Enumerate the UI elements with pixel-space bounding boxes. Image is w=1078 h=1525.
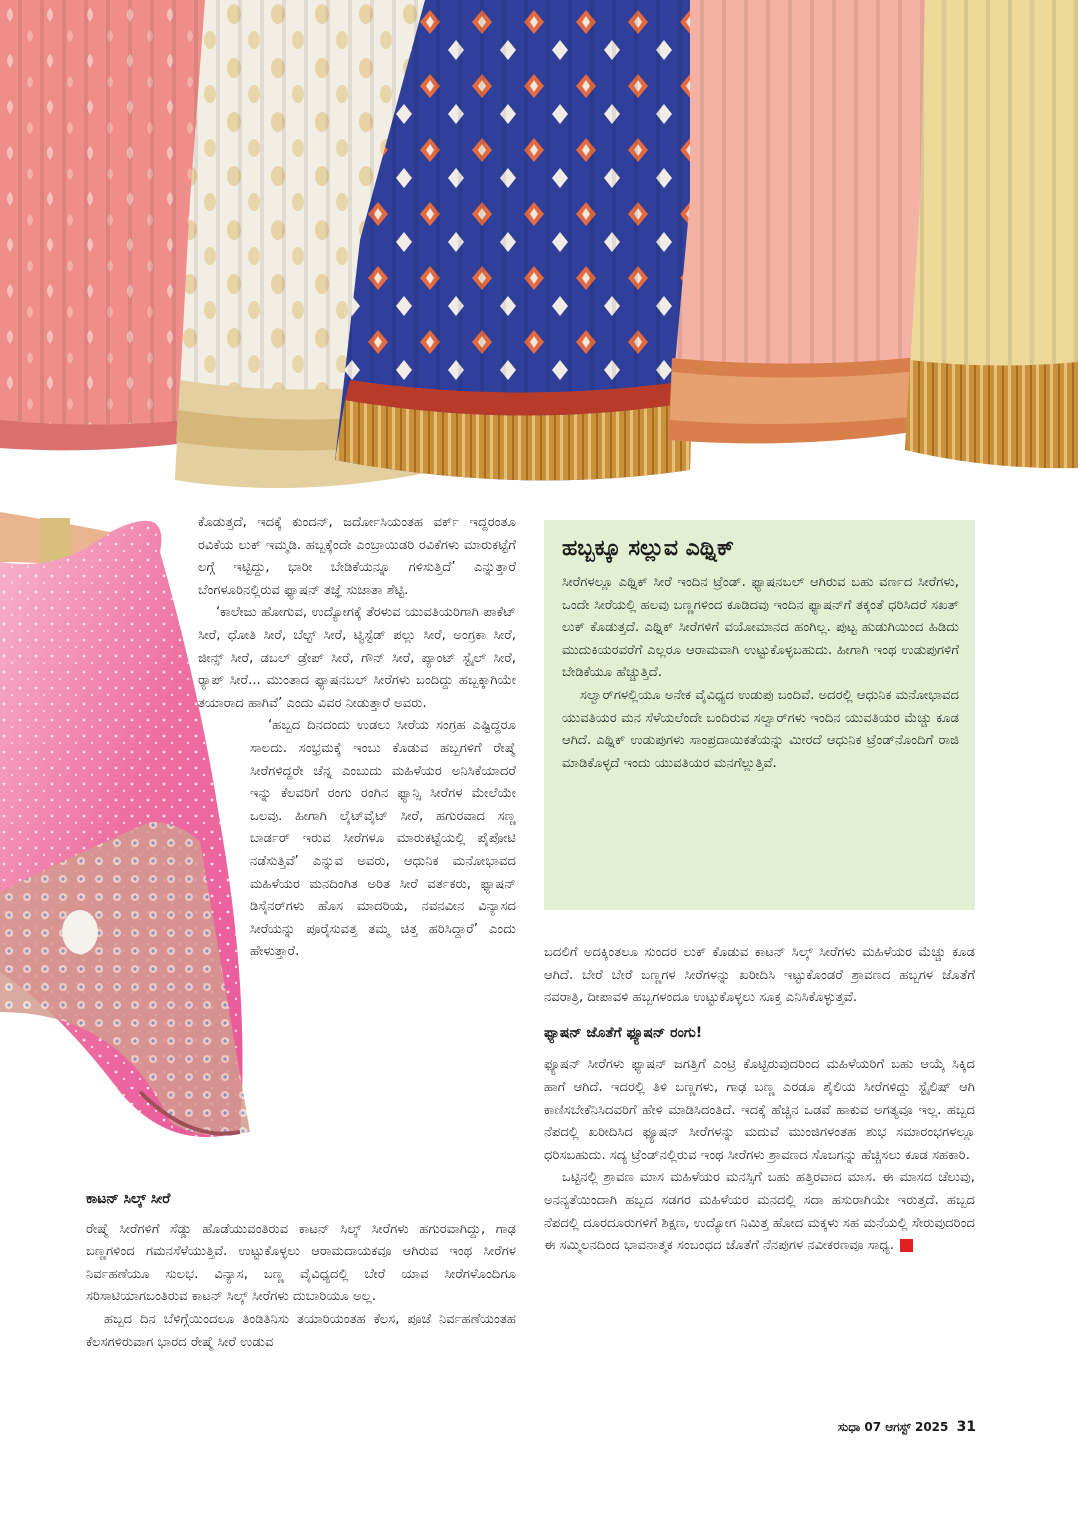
body-paragraph — [544, 1167, 975, 1257]
body-paragraph: ‘ಕಾಲೇಜು ಹೋಗುವ, ಉದ್ಯೋಗಕ್ಕೆ ತೆರಳುವ ಯುವತಿಯರಿಗಾಗಿ ಪಾಕೆಟ್ ಸೀರೆ, ಧೋತಿ ಸೀರೆ, ಬೆಲ್ಟ್ ಸೀರೆ, ಟ್ವಿಸ್ಟೆಡ್ ಪಲ್ಲು ಸೀರೆ, ಅಂಗ್ರಕಾ ಸೀರೆ, ಜೀನ್ಸ್ ಸೀರೆ, ಡಬಲ್ ಡ್ರೇಪ್ ಸೀರೆ, ಗೌನ್ ಸೀರೆ, ಪ್ಯಾಂಟ್ ಸ್ಟೈಲ್ ಸೀರೆ, ರ್‍ಯಾಪ್ ಸೀರೆ... ಮುಂತಾದ ಫ್ಯಾಷನಬಲ್ ಸೀರೆಗಳು ಬಂದಿದ್ದು ಹಬ್ಬಕ್ಕಾಗಿಯೇ ತಯಾರಾದ ಹಾಗಿವೆ’ ಎಂದು ವಿವರ ನೀಡುತ್ತಾರೆ ಅವರು. — [198, 605, 516, 711]
issue-date: 07 ಆಗಸ್ಟ್ 2025 — [864, 1420, 949, 1434]
body-paragraph: ಬದಲಿಗೆ ಅದಕ್ಕಿಂತಲೂ ಸುಂದರ ಲುಕ್ ಕೊಡುವ ಕಾಟನ್ ಸಿಲ್ಕ್ ಸೀರೆಗಳು ಮಹಿಳೆಯರ ಮೆಚ್ಚು ಕೂಡ ಆಗಿದೆ. ಬೇರೆ ಬೇರೆ ಬಣ್ಣಗಳ ಸೀರೆಗಳನ್ನು ಖರೀದಿಸಿ ಇಟ್ಟುಕೊಂಡರೆ ಶ್ರಾವಣದ ಹಬ್ಬಗಳ ಜೊತೆಗೆ ನವರಾತ್ರಿ, ದೀಪಾವಳಿ ಹಬ್ಬಗಳಂದೂ ಉಟ್ಟುಕೊಳ್ಳಲು ಸೂಕ್ತ ಎನಿಸಿಕೊಳ್ಳುತ್ತವೆ. — [544, 945, 975, 1006]
sidebar-paragraph: ಸಲ್ವಾರ್‌ಗಳಲ್ಲಿಯೂ ಅನೇಕ ವೈವಿಧ್ಯದ ಉಡುಪು ಬಂದಿವೆ. ಅದರಲ್ಲಿ ಆಧುನಿಕ ಮನೋಭಾವದ ಯುವತಿಯರ ಮನ ಸೆಳೆಯಲೆಂದೇ ಬಂದಿರುವ ಸಲ್ವಾರ್‌ಗಳು ಇಂದಿನ ಯುವತಿಯರ ಮೆಚ್ಚು ಕೂಡ ಆಗಿದೆ. ಎಥ್ನಿಕ್ ಉಡುಪುಗಳು ಸಾಂಪ್ರದಾಯಿಕತೆಯನ್ನು ಮೀರದೆ ಆಧುನಿಕ ಟ್ರೆಂಡ್‌ನೊಂದಿಗೆ ರಾಜಿ ಮಾಡಿಕೊಳ್ಳದೆ ಇಂದು ಯುವತಿಯರ ಮನಗೆಲ್ಲುತ್ತಿವೆ. — [562, 687, 959, 771]
body-paragraph: ಹಬ್ಬದ ದಿನ ಬೆಳಿಗ್ಗೆಯಿಂದಲೂ ತಿಂಡಿತಿನಿಸು ತಯಾರಿಯಂತಹ ಕೆಲಸ, ಪೂಜೆ ನಿರ್ವಹಣೆಯಂತಹ ಕೆಲಸಗಳಿರುವಾಗ ಭಾರದ ರೇಷ್ಮೆ ಸೀರೆ ಉಡುವ — [86, 1311, 516, 1350]
article-column-right — [544, 942, 975, 1258]
article-column-left-top — [198, 512, 516, 964]
section-heading: ಫ್ಯಾಷನ್ ಜೊತೆಗೆ ಫ್ಯೂಷನ್ ರಂಗು! — [544, 1024, 703, 1041]
body-paragraph: ಫ್ಯೂಷನ್ ಸೀರೆಗಳು ಫ್ಯಾಷನ್ ಜಗತ್ತಿಗೆ ಎಂಟ್ರಿ ಕೊಟ್ಟಿರುವುದರಿಂದ ಮಹಿಳೆಯರಿಗೆ ಬಹು ಆಯ್ಕೆ ಸಿಕ್ಕಿದ ಹಾಗೆ ಆಗಿದೆ. ಇದರಲ್ಲಿ ತಿಳಿ ಬಣ್ಣಗಳು, ಗಾಢ ಬಣ್ಣ ಎರಡೂ ಶೈಲಿಯ ಸೀರೆಗಳಿದ್ದು ಸ್ಟೈಲಿಷ್ ಆಗಿ ಕಾಣಿಸಬೇಕೆನಿಸಿದವರಿಗೆ ಹೇಳಿ ಮಾಡಿಸಿದಂತಿದೆ. ಇದಕ್ಕೆ ಹೆಚ್ಚಿನ ಒಡವೆ ಹಾಕುವ ಅಗತ್ಯವೂ ಇಲ್ಲ. ಹಬ್ಬದ ನೆಪದಲ್ಲಿ ಖರೀದಿಸಿದ ಫ್ಯೂಷನ್ ಸೀರೆಗಳನ್ನು ಮದುವೆ ಮುಂಜಿಗಳಂತಹ ಶುಭ ಸಮಾರಂಭಗಳಲ್ಲೂ ಧರಿಸಬಹುದು. ಸದ್ಯ ಟ್ರೆಂಡ್‌ನಲ್ಲಿರುವ ಇಂಥ ಸೀರೆಗಳು ಶ್ರಾವಣದ ಸೊಬಗನ್ನು ಹೆಚ್ಚಿಸಲು ಕೂಡ ಸಹಕಾರಿ. — [544, 1057, 975, 1163]
article-column-left-bottom — [86, 1188, 516, 1354]
body-paragraph: ‘ಹಬ್ಬದ ದಿನದಂದು ಉಡಲು ಸೀರೆಯ ಸಂಗ್ರಹ ಎಷ್ಟಿದ್ದರೂ ಸಾಲದು. ಸಂಭ್ರಮಕ್ಕೆ ಇಂಬು ಕೊಡುವ ಹಬ್ಬಗಳಿಗೆ ರೇಷ್ಮೆ ಸೀರೆಗಳಿದ್ದರೇ ಚೆನ್ನ ಎಂಬುದು ಮಹಿಳೆಯರ ಅನಿಸಿಕೆಯಾದರೆ ಇನ್ನು ಕೆಲವರಿಗೆ ರಂಗು ರಂಗಿನ ಫ್ಯಾನ್ಸಿ ಸೀರೆಗಳ ಮೇಲೆಯೇ ಒಲವು. ಹೀಗಾಗಿ ಲೈಟ್‌ವೈಟ್ ಸೀರೆ, ಹಗುರವಾದ ಸಣ್ಣ ಬಾರ್ಡರ್ ಇರುವ ಸೀರೆಗಳೂ ಮಾರುಕಟ್ಟೆಯಲ್ಲಿ ಪೈಪೋಟಿ ನಡೆಸುತ್ತಿವೆ’ ಎನ್ನುವ ಅವರು, ಆಧುನಿಕ ಮನೋಭಾವದ ಮಹಿಳೆಯರ ಮನದಿಂಗಿತ ಅರಿತ ಸೀರೆ ವರ್ತಕರು, ಫ್ಯಾಷನ್ ಡಿಸೈನರ್‌ಗಳು ಹೊಸ ಮಾದರಿಯ, ನವನವೀನ ವಿನ್ಯಾಸದ ಸೀರೆಯನ್ನು ಪೂರೈಸುವತ್ತ ತಮ್ಮ ಚಿತ್ತ ಹರಿಸಿದ್ದಾರೆ’ ಎಂದು ಹೇಳುತ್ತಾರೆ. — [250, 718, 516, 960]
body-paragraph: ಕೊಡುತ್ತದೆ, ಇದಕ್ಕೆ ಕುಂದನ್, ಜರ್ದೋಸಿಯಂತಹ ವರ್ಕ್ ಇದ್ದರಂತೂ ರವಿಕೆಯ ಲುಕ್ ಇಮ್ಮಡಿ. ಹಬ್ಬಕ್ಕೆಂದೇ ಎಂಬ್ರಾಯಿಡರಿ ರವಿಕೆಗಳು ಮಾರುಕಟ್ಟೆಗೆ ಲಗ್ಗೆ ಇಟ್ಟಿದ್ದು, ಭಾರೀ ಬೇಡಿಕೆಯನ್ನೂ ಗಳಿಸುತ್ತಿದೆ’ ಎನ್ನುತ್ತಾರೆ ಬೆಂಗಳೂರಿನಲ್ಲಿರುವ ಫ್ಯಾಷನ್ ತಜ್ಞೆ ಸುಜಾತಾ ಶೆಟ್ಟಿ. — [198, 515, 516, 598]
ethnic-sidebar-box — [544, 520, 975, 910]
page-number: 31 — [956, 1419, 977, 1435]
magazine-name: ಸುಧಾ — [838, 1420, 861, 1434]
sidebar-paragraph: ಸೀರೆಗಳಲ್ಲೂ ಎಥ್ನಿಕ್ ಸೀರೆ ಇಂದಿನ ಟ್ರೆಂಡ್. ಫ್ಯಾಷನಬಲ್ ಆಗಿರುವ ಬಹು ವರ್ಣದ ಸೀರೆಗಳು, ಒಂದೇ ಸೀರೆಯಲ್ಲಿ ಹಲವು ಬಣ್ಣಗಳಿಂದ ಕೂಡಿದವು ಇಂದಿನ ಫ್ಯಾಷನ್‌ಗೆ ತಕ್ಕಂತೆ ಧರಿಸಿದರೆ ಸಖತ್ ಲುಕ್ ಕೊಡುತ್ತದೆ. ಎಥ್ನಿಕ್ ಸೀರೆಗಳಿಗೆ ವಯೋಮಾನದ ಹಂಗಿಲ್ಲ. ಪುಟ್ಟ ಹುಡುಗಿಯಿಂದ ಹಿಡಿದು ಮುದುಕಿಯರವರೆಗೆ ಎಲ್ಲರೂ ಆರಾಮವಾಗಿ ಉಟ್ಟುಕೊಳ್ಳಬಹುದು. ಹೀಗಾಗಿ ಇಂಥ ಉಡುಪುಗಳಿಗೆ ಬೇಡಿಕೆಯೂ ಹೆಚ್ಚುತ್ತಿದೆ. — [562, 575, 959, 681]
section-heading: ಕಾಟನ್ ಸಿಲ್ಕ್ ಸೀರೆ — [86, 1191, 171, 1207]
end-of-article-mark — [900, 1239, 913, 1252]
sarees-photo — [0, 0, 1078, 500]
page-footer — [838, 1419, 976, 1435]
body-paragraph-text: ಒಟ್ಟಿನಲ್ಲಿ ಶ್ರಾವಣ ಮಾಸ ಮಹಿಳೆಯರ ಮನಸ್ಸಿಗೆ ಬಹು ಹತ್ತಿರವಾದ ಮಾಸ. ಈ ಮಾಸದ ಚೆಲುವು, ಅನನ್ಯತೆಯಿಂದಾಗಿ ಹಬ್ಬದ ಸಡಗರ ಮಹಿಳೆಯರ ಮನದಲ್ಲಿ ಸದಾ ಹಸುರಾಗಿಯೇ ಇರುತ್ತದೆ. ಹಬ್ಬದ ನೆಪದಲ್ಲಿ ದೂರದೂರುಗಳಿಗೆ ಶಿಕ್ಷಣ, ಉದ್ಯೋಗ ನಿಮಿತ್ತ ಹೋದ ಮಕ್ಕಳು ಸಹ ಮನೆಯಲ್ಲಿ ಸೇರುವುದರಿಂದ ಈ ಸಮ್ಮಿಲನದಿಂದ ಭಾವನಾತ್ಮಕ ಸಂಬಂಧದ ಜೊತೆಗೆ ನೆನಪುಗಳ ನವೀಕರಣವೂ ಸಾಧ್ಯ. — [544, 1170, 975, 1254]
sarees-illustration — [0, 0, 1078, 500]
sidebar-title: ಹಬ್ಬಕ್ಕೂ ಸಲ್ಲುವ ಎಥ್ನಿಕ್ — [562, 536, 735, 561]
body-paragraph: ರೇಷ್ಮೆ ಸೀರೆಗಳಿಗೆ ಸೆಡ್ಡು ಹೊಡೆಯುವಂತಿರುವ ಕಾಟನ್ ಸಿಲ್ಕ್ ಸೀರೆಗಳು ಹಗುರವಾಗಿದ್ದು, ಗಾಢ ಬಣ್ಣಗಳಿಂದ ಗಮನಸೆಳೆಯುತ್ತಿವೆ. ಉಟ್ಟುಕೊಳ್ಳಲು ಆರಾಮದಾಯಕವೂ ಆಗಿರುವ ಇಂಥ ಸೀರೆಗಳ ನಿರ್ವಹಣೆಯೂ ಸುಲಭ. ವಿನ್ಯಾಸ, ಬಣ್ಣ ವೈವಿಧ್ಯದಲ್ಲಿ ಬೇರೆ ಯಾವ ಸೀರೆಗಳೊಂದಿಗೂ ಸರಿಸಾಟಿಯಾಗಬಂತಿರುವ ಕಾಟನ್ ಸಿಲ್ಕ್ ಸೀರೆಗಳು ದುಬಾರಿಯೂ ಅಲ್ಲ. — [86, 1221, 516, 1305]
